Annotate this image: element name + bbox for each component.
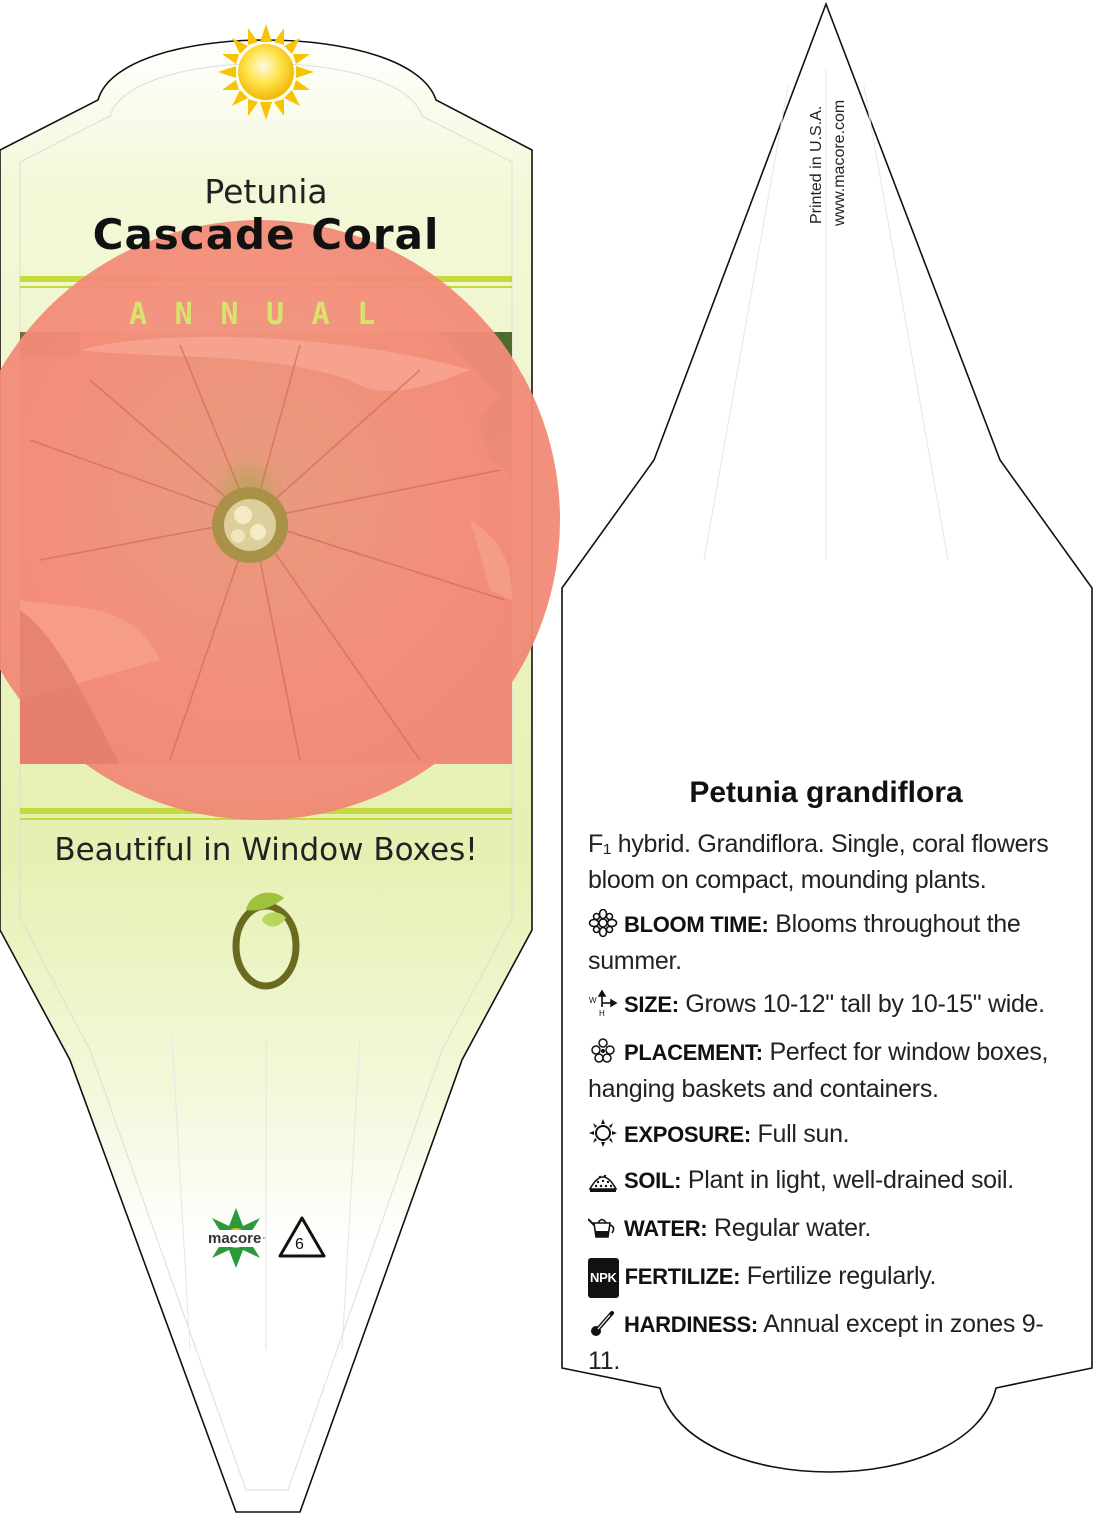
hardiness-text: Annual except in zones 9-11.: [588, 1310, 1044, 1375]
size-icon: [588, 989, 618, 1017]
size-label: SIZE:: [624, 992, 679, 1017]
attr-size: [588, 986, 1068, 1023]
printed-in-usa: Printed in U.S.A.: [808, 105, 825, 224]
hardiness-label: HARDINESS:: [624, 1312, 758, 1337]
front-genus-name: Petunia: [204, 172, 328, 211]
fertilize-label: FERTILIZE:: [624, 1264, 741, 1289]
attr-hardiness: [588, 1306, 1068, 1379]
attr-water: [588, 1210, 1068, 1247]
macore-wordmark: macore: [208, 1230, 262, 1247]
attr-placement: [588, 1034, 1068, 1107]
attr-soil: [588, 1162, 1068, 1199]
sun-icon: [588, 1119, 618, 1147]
description: F₁ hybrid. Grandiflora. Single, coral flowers bloom on compact, mounding plants.: [588, 830, 1049, 894]
soil-icon: [588, 1165, 618, 1193]
fertilize-text: Fertilize regularly.: [746, 1262, 937, 1290]
recycle-number: 6: [295, 1236, 304, 1253]
sun-icon: [218, 24, 314, 120]
bloom-time-text: Blooms throughout the summer.: [588, 910, 1021, 975]
bloom-time-label: BLOOM TIME:: [624, 912, 769, 937]
svg-text:H: H: [599, 1009, 605, 1017]
attr-bloom-time: [588, 906, 1068, 979]
exposure-label: EXPOSURE:: [624, 1122, 751, 1147]
placement-icon: [588, 1037, 618, 1065]
category-label: ANNUAL: [129, 297, 403, 332]
water-text: Regular water.: [714, 1214, 871, 1242]
soil-text: Plant in light, well-drained soil.: [687, 1166, 1014, 1194]
npk-icon: NPK: [588, 1258, 619, 1298]
website-url: www.macore.com: [831, 99, 848, 226]
water-label: WATER:: [624, 1216, 708, 1241]
back-tag-outline: [562, 4, 1092, 1472]
svg-text:W: W: [589, 996, 597, 1005]
tagline: Beautiful in Window Boxes!: [54, 832, 478, 868]
attr-fertilize: [588, 1258, 1068, 1298]
placement-label: PLACEMENT:: [624, 1040, 763, 1065]
scientific-name: Petunia grandiflora: [689, 776, 963, 809]
thermometer-icon: [588, 1309, 618, 1337]
placement-text: Perfect for window boxes, hanging baskets and containers.: [588, 1038, 1049, 1103]
front-cultivar-name: Cascade Coral: [92, 210, 440, 259]
exposure-text: Full sun.: [757, 1120, 850, 1148]
watering-can-icon: [588, 1213, 618, 1241]
attr-exposure: [588, 1116, 1068, 1153]
size-text: Grows 10-12" tall by 10-15" wide.: [685, 990, 1045, 1018]
soil-label: SOIL:: [624, 1168, 682, 1193]
flower-icon: [588, 909, 618, 937]
